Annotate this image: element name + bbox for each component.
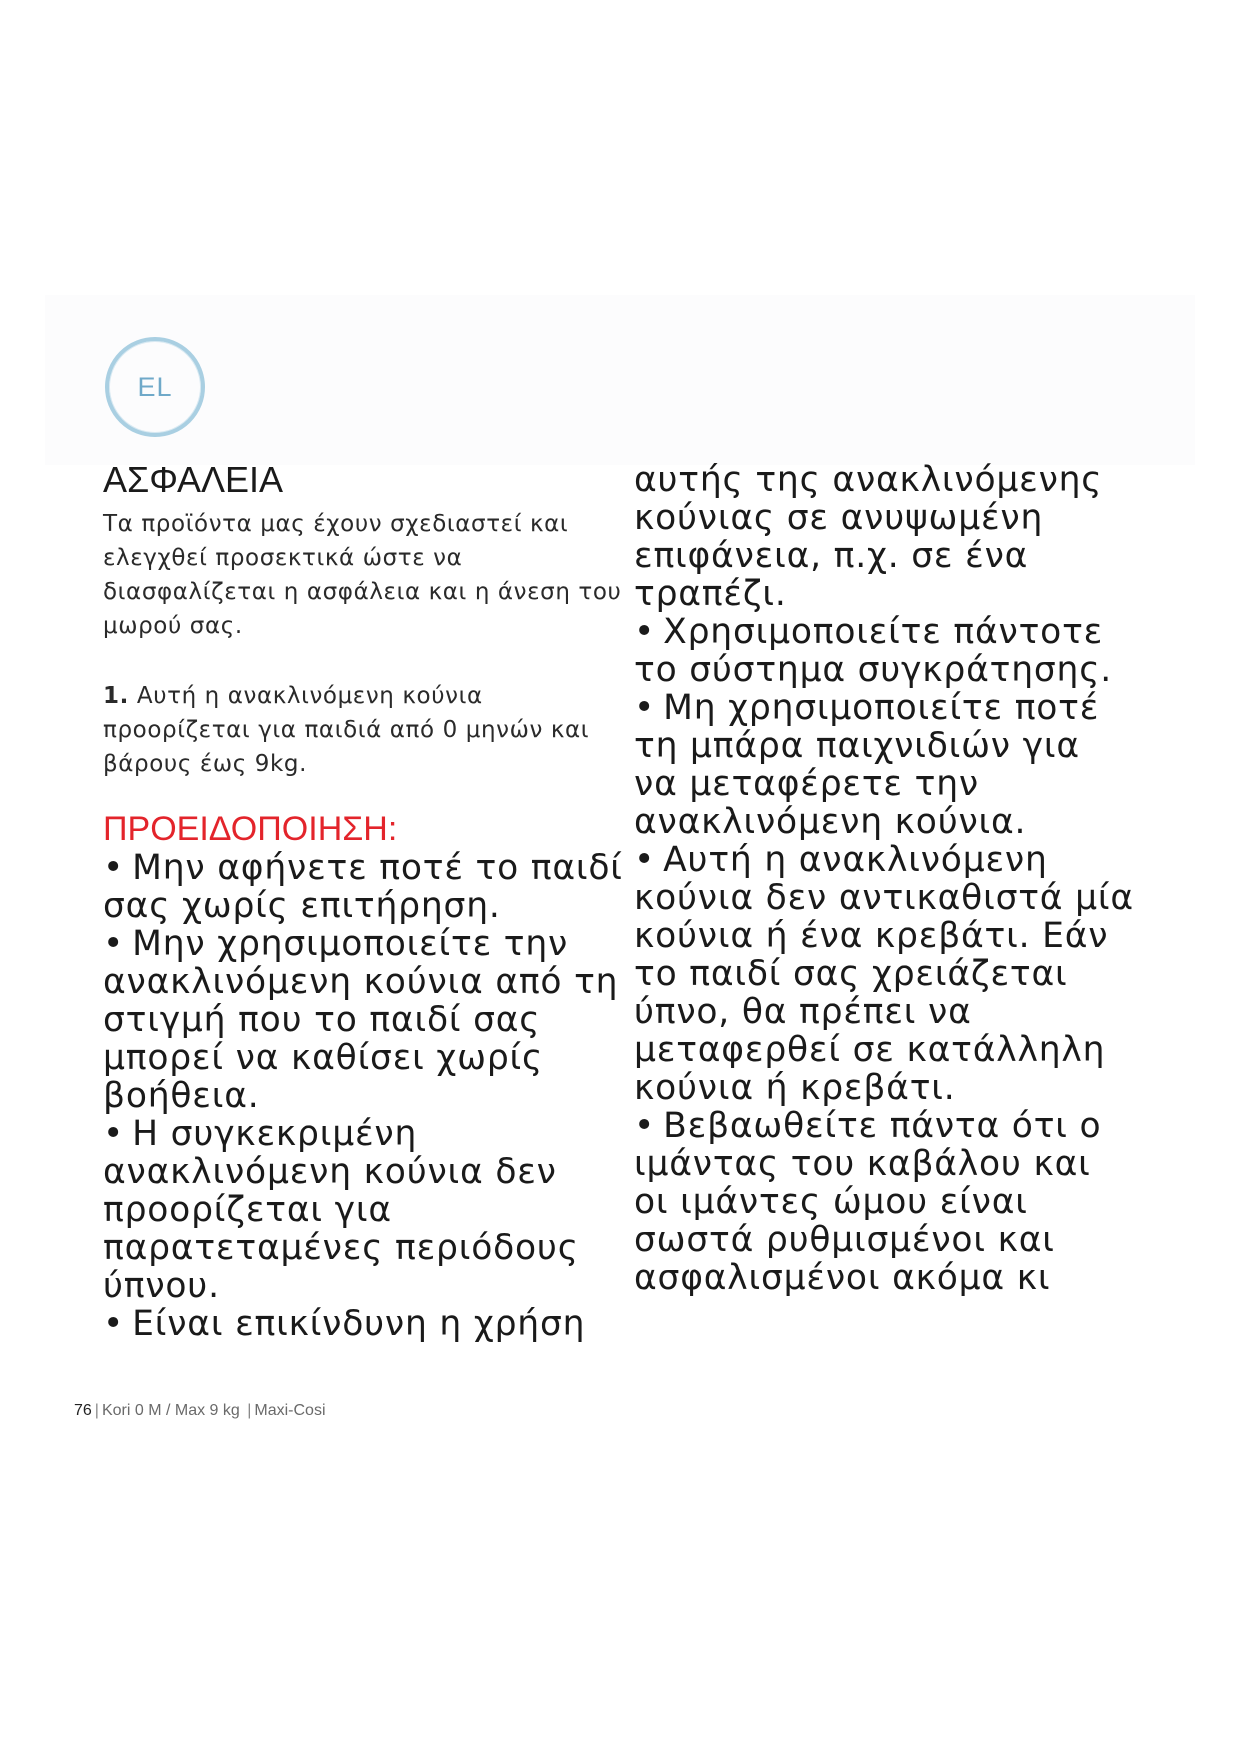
warning-list-left [103, 849, 623, 1343]
language-badge-label: EL [137, 371, 173, 402]
warning-item: • Μην χρησιμοποιείτε την ανακλινόμενη κούνια από τη στιγμή που το παιδί σας μπορεί να καθίσει χωρίς βοήθεια. [103, 924, 619, 1116]
warning-list-right [634, 613, 1134, 1297]
footer-separator: | [247, 1402, 252, 1419]
bullet-icon: • [634, 840, 656, 880]
item-text: Αυτή η ανακλινόμενη κούνια προορίζεται για παιδιά από 0 μηνών και βάρους έως 9kg. [103, 683, 590, 777]
bullet-icon: • [634, 688, 656, 728]
item-number: 1. [103, 683, 129, 709]
footer-brand: Maxi-Cosi [254, 1402, 326, 1419]
bullet-icon: • [103, 1114, 125, 1154]
bullet-icon: • [634, 1106, 656, 1146]
page-number: 76 [74, 1402, 92, 1419]
footer-model: Kori 0 M / Max 9 kg [101, 1402, 240, 1419]
page-footer [74, 1402, 326, 1420]
footer-separator: | [94, 1402, 99, 1419]
warning-item: • Μη χρησιμοποιείτε ποτέ τη μπάρα παιχνιδιών για να μεταφέρετε την ανακλινόμενη κούνια. [634, 688, 1100, 842]
safety-title: ΑΣΦΑΛΕΙΑ [103, 459, 284, 500]
right-column [634, 461, 1134, 1297]
warning-item: • Μην αφήνετε ποτέ το παιδί σας χωρίς επιτήρηση. [103, 848, 623, 926]
bullet-icon: • [103, 1304, 125, 1344]
warning-continuation: αυτής της ανακλινόμενης κούνιας σε ανυψωμένη επιφάνεια, π.χ. σε ένα τραπέζι. [634, 460, 1103, 614]
warning-item: • Χρησιμοποιείτε πάντοτε το σύστημα συγκράτησης. [634, 612, 1113, 690]
bullet-icon: • [103, 848, 125, 888]
safety-intro: Τα προϊόντα μας έχουν σχεδιαστεί και ελεγχθεί προσεκτικά ώστε να διασφαλίζεται η ασφάλεια και η άνεση του μωρού σας. [103, 511, 622, 639]
warning-item: • Βεβαωθείτε πάντα ότι ο ιμάντας του καβάλου και οι ιμάντες ώμου είναι σωστά ρυθμισμένοι και ασφαλισμένοι ακόμα κι [634, 1106, 1102, 1298]
warning-item: • Είναι επικίνδυνη η χρήση [103, 1304, 586, 1344]
warning-heading: ΠΡΟΕΙΔΟΠΟΙΗΣΗ: [103, 810, 398, 848]
bullet-icon: • [103, 924, 125, 964]
warning-item: • Αυτή η ανακλινόμενη κούνια δεν αντικαθιστά μία κούνια ή ένα κρεβάτι. Εάν το παιδί σας χρειάζεται ύπνο, θα πρέπει να μεταφερθεί σε κατάλληλη κούνια ή κρεβάτι. [634, 840, 1134, 1108]
header-band [45, 295, 1195, 465]
safety-item-1 [103, 679, 623, 781]
language-badge [105, 337, 205, 437]
left-column [103, 458, 623, 1343]
bullet-icon: • [634, 612, 656, 652]
warning-item: • Η συγκεκριμένη ανακλινόμενη κούνια δεν προορίζεται για παρατεταμένες περιόδους ύπνου. [103, 1114, 579, 1306]
